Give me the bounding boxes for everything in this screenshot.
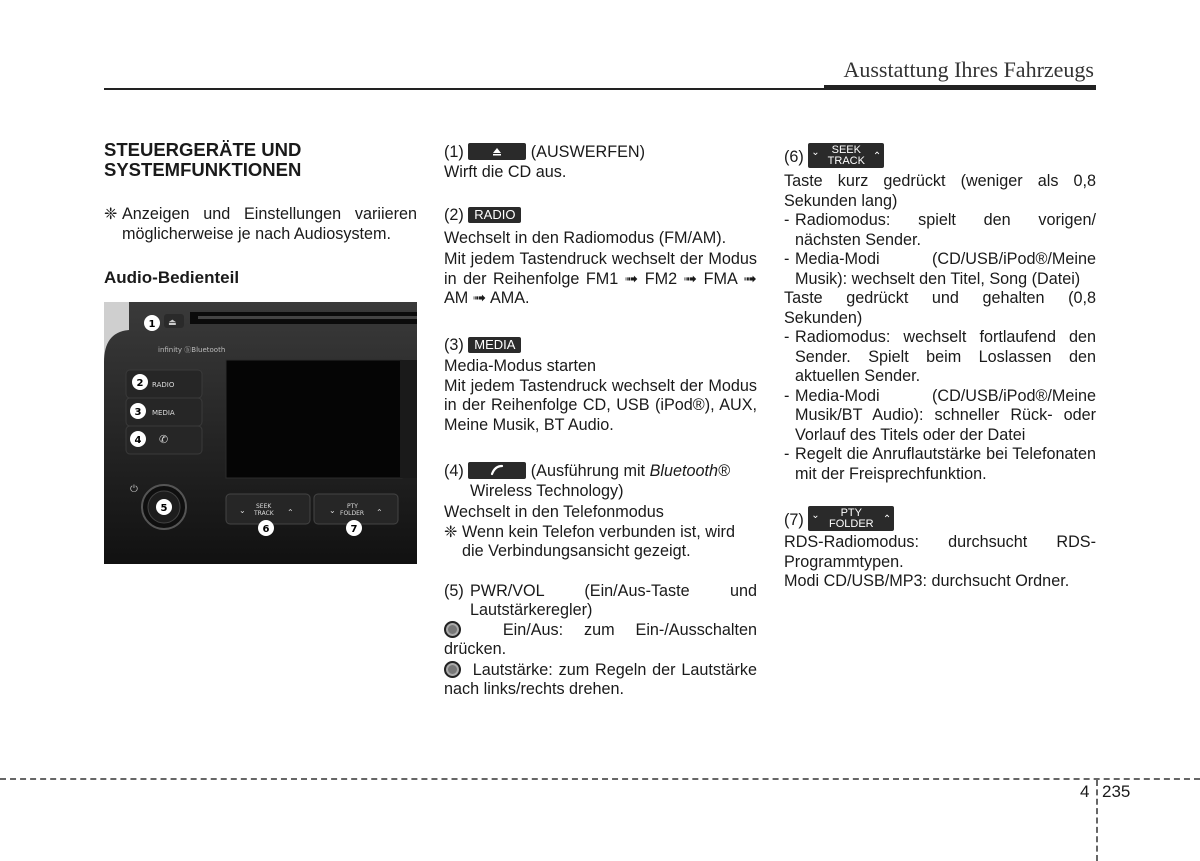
item-5: (5) PWR/VOL (Ein/Aus-Taste und Lautstärkeregler) <box>444 581 757 619</box>
note-star-icon: ❈ <box>444 522 458 541</box>
svg-text:⌄: ⌄ <box>239 506 246 515</box>
media-button-label: MEDIA <box>468 337 521 353</box>
image-radio-label: RADIO <box>152 381 175 389</box>
item-6: (6) ⌄ SEEK TRACK ⌃ <box>784 143 1096 168</box>
chevron-up-icon: ⌃ <box>872 151 882 162</box>
radio-button-label: RADIO <box>468 207 521 223</box>
svg-text:⌃: ⌃ <box>287 508 294 517</box>
callout-7: 7 <box>350 524 358 535</box>
page-number: 235 <box>1102 782 1131 801</box>
callout-3: 3 <box>134 407 142 418</box>
svg-text:⌄: ⌄ <box>329 506 336 515</box>
image-track-label: TRACK <box>254 510 274 517</box>
item-2: (2) RADIO <box>444 206 757 226</box>
image-seek-label: SEEK <box>256 503 272 510</box>
image-media-label: MEDIA <box>152 409 175 417</box>
chevron-down-icon: ⌄ <box>811 147 820 158</box>
header-rule-accent <box>824 85 1096 90</box>
audio-panel-image <box>104 302 417 564</box>
svg-text:⌃: ⌃ <box>376 508 383 517</box>
chevron-up-icon: ⌃ <box>882 514 892 525</box>
image-brand-label: infinity ⓑBluetooth <box>158 346 226 354</box>
running-header: Ausstattung Ihres Fahrzeugs <box>843 57 1094 82</box>
footer-divider <box>1096 780 1098 861</box>
item-3: (3) MEDIA <box>444 336 757 356</box>
callout-4: 4 <box>134 435 142 446</box>
item-4: (4) (Ausführung mit Bluetooth® <box>444 462 730 480</box>
callout-5: 5 <box>160 503 168 514</box>
column-3: (6) ⌄ SEEK TRACK ⌃ Taste kurz gedrückt (weniger als 0,8 Sekunden lang) - Radiomodus: spielt den vorigen/ nächsten Sender. - Media-Modi (CD/USB/iPod®/Meine Musik): wechselt den Titel, Song (Datei) Taste gedrückt und gehalten (0,8 Sekunden) - Radiomodus: wechselt fortlaufend den Sender. Spielt beim Loslassen den aktuellen Sender. - Media-Modi (CD/USB/iPod®/Meine Musik/BT Audio): schneller Rück- oder Vorlauf des Titels oder der Datei - Regelt die Anruflautstärke bei Telefonaten mit der Freisprechfunktion. (7) ⌄ PTY FOLDER ⌃ RDS-Radiomodus: durchsucht RDS-Programmtypen. Modi CD/USB/MP3: durchsucht Ordner. <box>784 144 1096 590</box>
column-2: (1) (AUSWERFEN) Wirft die CD aus. (2) RADIO Wechselt in den Radiomodus (FM/AM). Mit jedem Tastendruck wechselt der Modus in der Reihenfolge FM1 ➟ FM2 ➟ FMA ➟ AM ➟ AMA. (3) MEDIA Media-Modus starten Mit jedem Tastendruck wechselt der Modus in der Reihenfolge CD, USB (iPod®), AUX, Meine Musik, BT Audio. (4) (Ausführung mit Bluetooth® Wireless Technology) Wechselt in den Telefonmodus ❈ Wenn kein Telefon verbunden ist, wird die Verbindungsansicht gezeigt. (5) PWR/VOL (Ein/Aus-Taste und Lautstärkeregler) Ein/Aus: zum Ein-/Ausschalten drücken. Lautstärke: zum Regeln der Lautstärke nach links/rechts drehen. <box>444 143 757 698</box>
footer-rule <box>0 778 1200 780</box>
callout-1: 1 <box>148 319 156 330</box>
section-title: STEUERGERÄTE UND SYSTEMFUNKTIONEN <box>104 139 302 180</box>
item-7: (7) ⌄ PTY FOLDER ⌃ <box>784 506 1096 531</box>
pty-folder-button-icon: ⌄ PTY FOLDER ⌃ <box>808 506 894 531</box>
item-5-onoff: Ein/Aus: zum Ein-/Ausschalten drücken. <box>444 620 757 658</box>
note-star-icon: ❈ <box>104 205 118 223</box>
chevron-down-icon: ⌄ <box>811 510 820 521</box>
image-folder-label: FOLDER <box>340 510 365 517</box>
seek-track-button-icon: ⌄ SEEK TRACK ⌃ <box>808 143 884 168</box>
svg-text:✆: ✆ <box>159 433 169 446</box>
subsection-title: Audio-Bedienteil <box>104 268 240 287</box>
svg-text:⏏: ⏏ <box>168 318 177 328</box>
callout-6: 6 <box>262 524 270 535</box>
item-4-note: ❈ Wenn kein Telefon verbunden ist, wird die Verbindungsansicht gezeigt. <box>444 522 735 560</box>
knob-icon <box>444 661 461 678</box>
item-5-volume: Lautstärke: zum Regeln der Lautstärke nach links/rechts drehen. <box>444 660 757 698</box>
column-1 <box>104 140 417 288</box>
item-1: (1) (AUSWERFEN) <box>444 143 646 161</box>
knob-icon <box>444 621 461 638</box>
phone-button-icon <box>468 462 526 479</box>
image-pty-label: PTY <box>347 503 358 510</box>
audio-panel-drawing <box>104 302 417 564</box>
note: ❈ Anzeigen und Einstellungen variieren möglicherweise je nach Audiosystem. <box>104 205 417 243</box>
eject-button-icon <box>468 143 526 160</box>
callout-2: 2 <box>136 378 144 389</box>
svg-text:⏻: ⏻ <box>130 484 138 495</box>
section-number: 4 <box>1080 782 1090 801</box>
